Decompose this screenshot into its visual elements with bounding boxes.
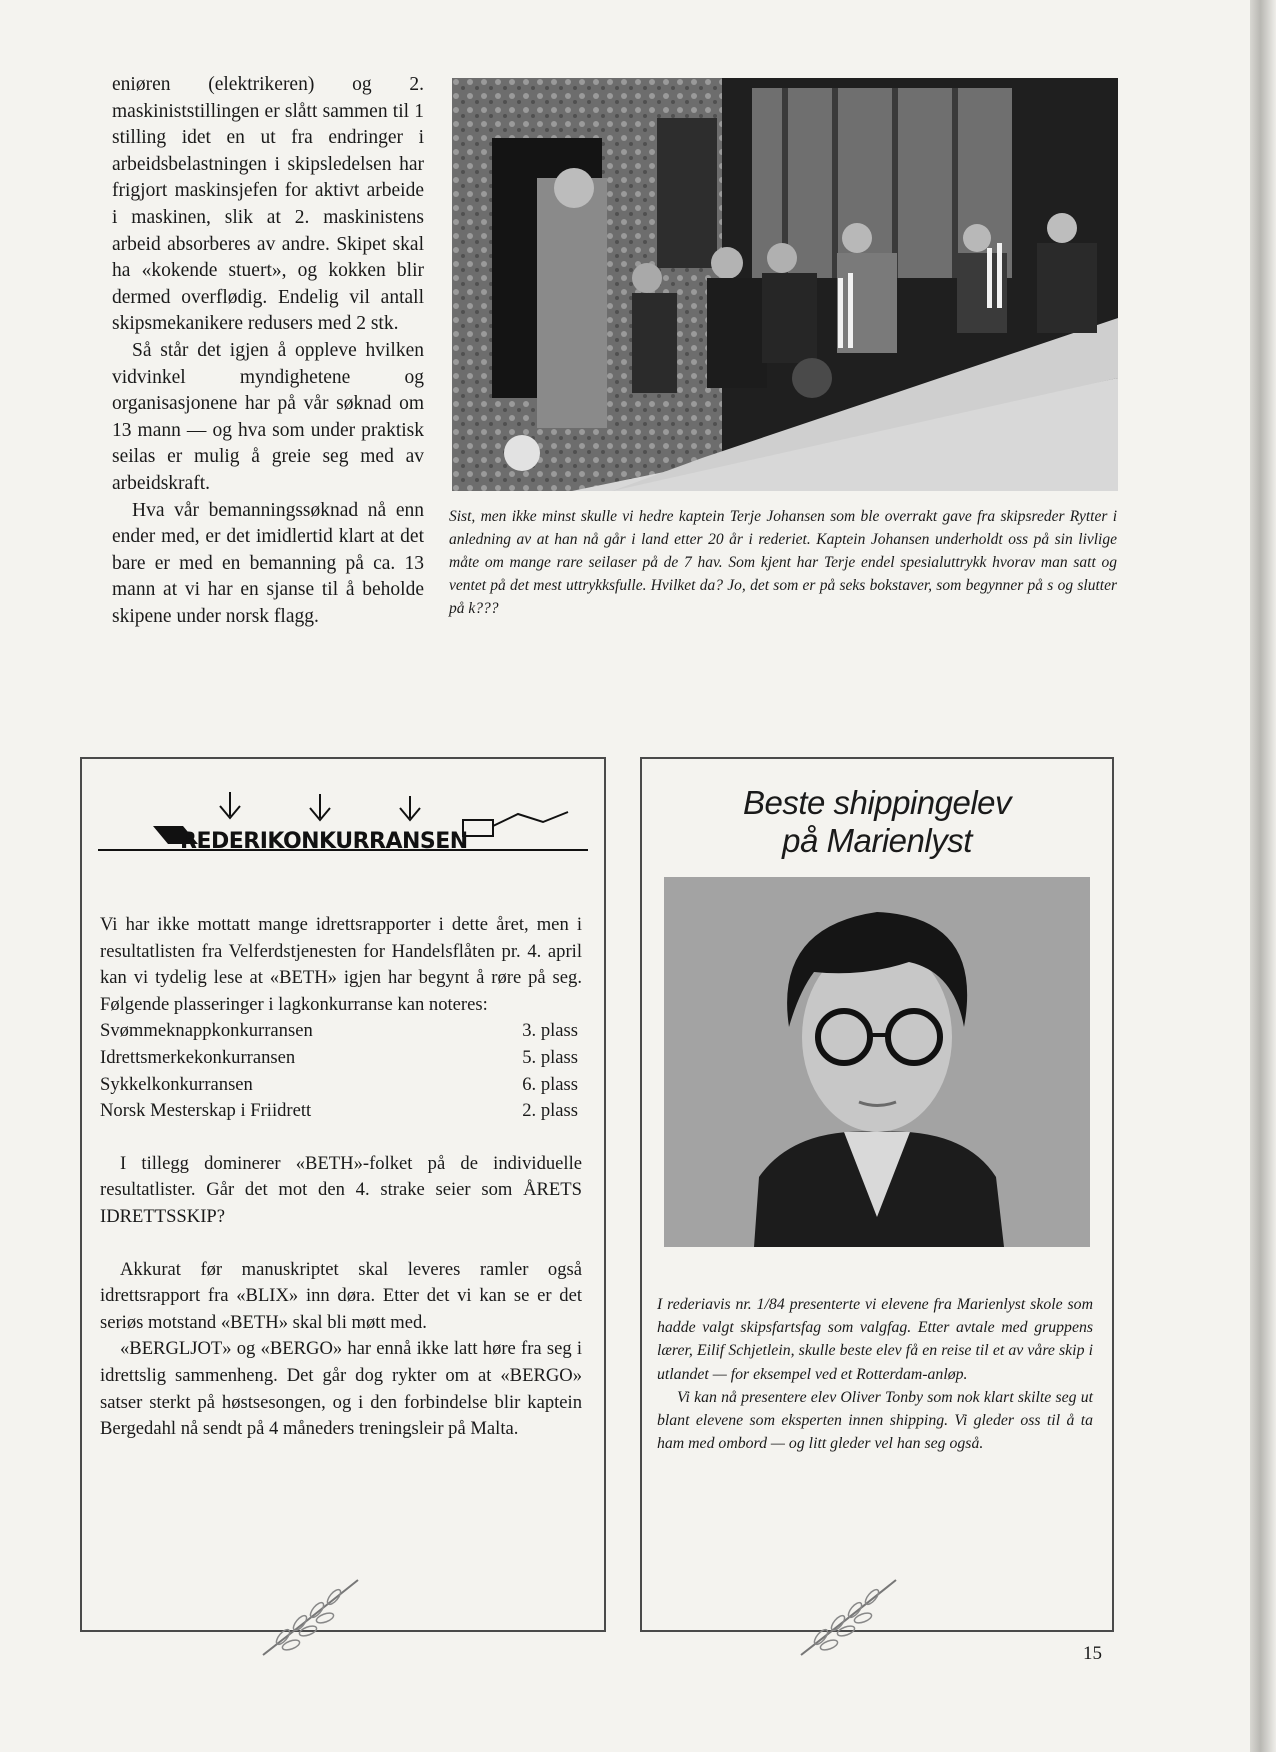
list-item: Idrettsmerkekonkurransen 5. plass <box>100 1046 578 1068</box>
paragraph: I tillegg dominerer «BETH»-folket på de individuelle resultatlister. Går det mot den 4. strake seier som ÅRETS IDRETTSSKIP? <box>100 1152 582 1227</box>
shipping-title: Beste shippingelev på Marienlyst <box>742 784 1012 859</box>
paragraph: Akkurat før manuskriptet skal leveres ramler også idrettsrapport fra «BLIX» inn døra. Etter det vi kan se er det seriøs motstand «BETH» skal bli møtt med. <box>100 1258 582 1333</box>
placings-list <box>100 1018 582 1124</box>
list-item: Sykkelkonkurransen 6. plass <box>100 1073 578 1095</box>
article-continuation <box>112 72 424 630</box>
paragraph: Hva vår bemanningssøknad nå enn ender med, er det imidlertid klart at det bare er med en bemanning på ca. 13 mann at vi har en sjanse til å beholde skipene under norsk flagg. <box>112 499 424 627</box>
page-number: 15 <box>1083 1643 1102 1664</box>
list-item: Svømmeknappkonkurransen 3. plass <box>100 1020 578 1042</box>
laurel-ornament-right <box>796 1575 906 1660</box>
laurel-ornament-left <box>258 1575 368 1660</box>
paragraph: «BERGLJOT» og «BERGO» har ennå ikke latt høre fra seg i idrettslig sammenheng. Det går dog rykter om at «BERGO» satser sterkt på høstsesongen, og i den forbindelse blir kaptein Bergedahl nå sendt på 4 måneders treningsleir på Malta. <box>100 1338 582 1440</box>
student-portrait <box>664 877 1090 1247</box>
caption-paragraph: Vi kan nå presentere elev Oliver Tonby som nok klart skilte seg ut blant elevene som eksperten innen shipping. Vi gleder oss til å ta ham med ombord — og litt gleder vel han seg også. <box>657 1388 1093 1453</box>
intro-paragraph: Vi har ikke mottatt mange idrettsrapporter i dette året, men i resultatlisten fra Velferdstjenesten for Handelsflåten pr. 4. april kan vi tydelig lese at «BETH» igjen har begynt å røre på seg. Følgende plasseringer i lagkonkurranse kan noteres: <box>100 914 582 1015</box>
page-edge <box>1250 0 1276 1752</box>
caption-paragraph: I rederiavis nr. 1/84 presenterte vi elevene fra Marienlyst skole som hadde valgt skipsfartsfag som valgfag. Etter avtale med gruppens lærer, Eilif Schjetlein, skulle beste elev få en reise til et av våre skip i utlandet — for eksempel ved et Rotterdam-anløp. <box>657 1296 1093 1383</box>
rederikonkurransen-article <box>100 912 582 1443</box>
rederikonkurransen-logo <box>98 792 588 862</box>
list-item: Norsk Mesterskap i Friidrett 2. plass <box>100 1100 578 1122</box>
photo-caption: Sist, men ikke minst skulle vi hedre kaptein Terje Johansen som ble overrakt gave fra skipsreder Rytter i anledning av at han nå går i land etter 20 år i rederiet. Kaptein Johansen underholdt oss på sin livlige måte om mange rare seilaser på de 7 hav. Som kjent har Terje endel spesialuttrykk hvorav man satt og ventet på det mest uttrykksfulle. Hvilket da? Jo, det som er på seks bokstaver, som begynner på s og slutter på k??? <box>449 508 1117 617</box>
dinner-photo <box>452 78 1118 491</box>
logo-text: REDERIKONKURRANSEN <box>180 829 468 854</box>
paragraph: Så står det igjen å oppleve hvilken vidvinkel myndighetene og organisasjonene har på vår søknad om 13 mann — og hva som under praktisk seilas er mulig å greie seg med av arbeidskraft. <box>112 339 424 494</box>
paragraph: eniøren (elektrikeren) og 2. maskiniststillingen er slått sammen til 1 stilling idet en ut fra endringer i arbeidsbelastningen i skipsledelsen har frigjort maskinsjefen for aktivt arbeide i maskinen, slik at 2. maskinistens arbeid absorberes av andre. Skipet skal ha «kokende stuert», og kokken blir dermed overflødig. Endelig vil antall skipsmekanikere redusers med 2 stk. <box>112 74 424 335</box>
portrait-caption <box>657 1293 1093 1455</box>
